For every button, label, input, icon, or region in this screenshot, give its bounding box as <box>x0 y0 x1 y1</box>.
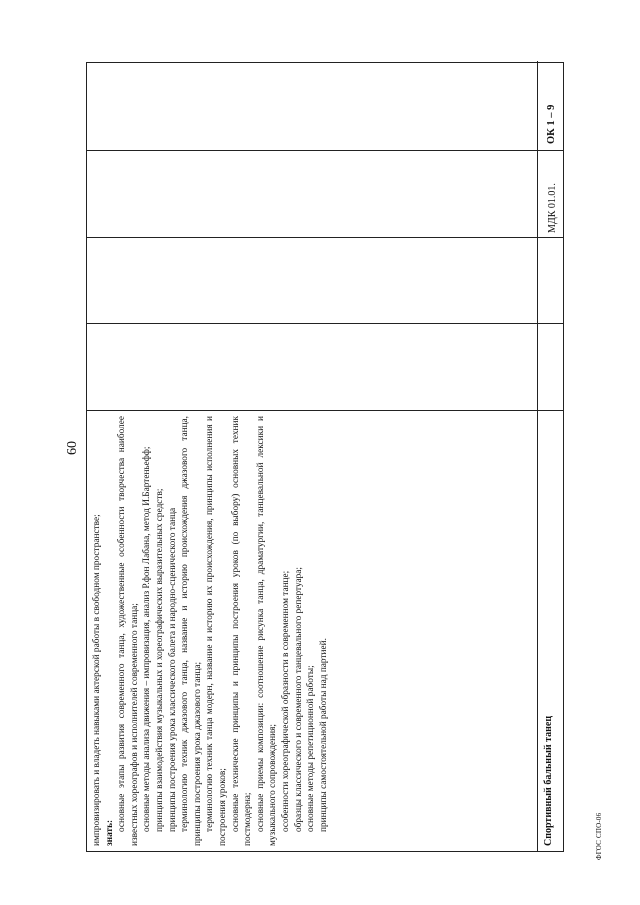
text-line: основные методы репетиционной работы; <box>306 665 317 832</box>
text-line: принципы взаимодействия музыкальных и хореографических выразительных средств; <box>154 488 165 832</box>
column-divider <box>87 150 563 151</box>
column-divider <box>87 237 563 238</box>
footer-standard: ФГОС СПО-06 <box>595 812 603 860</box>
text-line: принципы построения урока классического балета и народно-сценического танца <box>167 507 178 832</box>
text-line: основные этапы развития современного танца, художественные особенности творчества наиболее известных хореографов и исполнителей современного танца; <box>117 416 140 846</box>
column-divider <box>87 323 563 324</box>
text-line: основные приемы композиции: соотношение рисунка танца, драматургии, танцевальной лексики и музыкального сопровождения; <box>255 416 279 846</box>
text-line: принципы самостоятельной работы над партией. <box>318 638 329 832</box>
module-code: МДК 01.01. <box>547 183 558 233</box>
page-number: 60 <box>65 441 80 455</box>
text-line: терминологию техник джазового танца, название и историю происхождения джазового танца, принципы построения урока джазового танца; <box>180 416 203 846</box>
know-heading: знать: <box>104 819 115 846</box>
text-line: основные методы анализа движения – импровизация, анализ Р.фон Лабана, метод И.Бартеньефф; <box>142 446 153 832</box>
row-divider <box>537 61 538 851</box>
text-line: основные технические принципы и принципы построения уроков (по выбору) основных техник постмодерна; <box>230 416 254 846</box>
text-line: образцы классического и современного танцевального репертуара; <box>293 567 304 832</box>
competency-codes: ОК 1 – 9 <box>546 104 557 144</box>
curriculum-table <box>86 62 564 852</box>
text-line: терминологию техник танца модерн, название и историю их происхождения, принципы исполнения и построения уроков; <box>205 416 228 846</box>
text-line: импровизировать и владеть навыками актерской работы в свободном пространстве; <box>92 514 102 846</box>
column-divider <box>87 410 563 411</box>
competency-description <box>91 416 330 846</box>
text-line: особенности хореографической образности в современном танце; <box>280 570 291 832</box>
section-title: Спортивный бальный танец <box>543 715 554 846</box>
